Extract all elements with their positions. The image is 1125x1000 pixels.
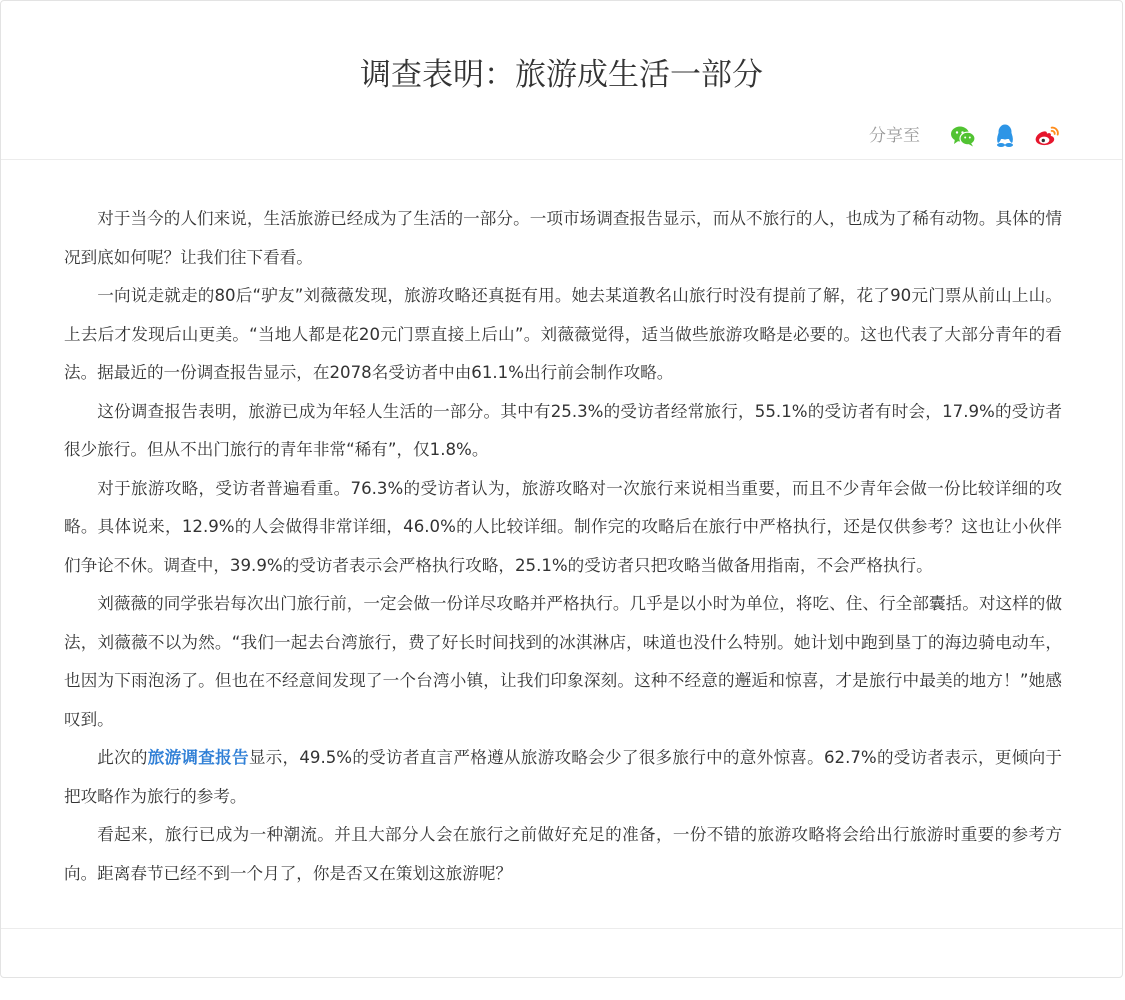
paragraph-6-before: 此次的 — [97, 748, 148, 767]
paragraph-7: 看起来，旅行已成为一种潮流。并且大部分人会在旅行之前做好充足的准备，一份不错的旅游攻略将会给出行旅游时重要的参考方向。距离春节已经不到一个月了，你是否又在策划这旅游呢？ — [64, 825, 1062, 883]
paragraph-4: 对于旅游攻略，受访者普遍看重。76.3%的受访者认为，旅游攻略对一次旅行来说相当重要，而且不少青年会做一份比较详细的攻略。具体说来，12.9%的人会做得非常详细，46.0%的人比较详细。制作完的攻略后在旅行中严格执行，还是仅供参考？这也让小伙伴们争论不休。调查中，39.9%的受访者表示会严格执行攻略，25.1%的受访者只把攻略当做备用指南，不会严格执行。 — [64, 478, 1062, 575]
qq-icon[interactable] — [992, 123, 1018, 149]
paragraph-2: 一向说走就走的80后“驴友”刘薇薇发现，旅游攻略还真挺有用。她去某道教名山旅行时没有提前了解，花了90元门票从前山上山。上去后才发现后山更美。“当地人都是花20元门票直接上后山”。刘薇薇觉得，适当做些旅游攻略是必要的。这也代表了大部分青年的看法。据最近的一份调查报告显示，在2078名受访者中由61.1%出行前会制作攻略。 — [64, 286, 1062, 382]
weibo-icon[interactable] — [1034, 123, 1060, 149]
paragraph-5: 刘薇薇的同学张岩每次出门旅行前，一定会做一份详尽攻略并严格执行。几乎是以小时为单位，将吃、住、行全部囊括。对这样的做法，刘薇薇不以为然。“我们一起去台湾旅行，费了好长时间找到的冰淇淋店，味道也没什么特别。她计划中跑到垦丁的海边骑电动车，也因为下雨泡汤了。但也在不经意间发现了一个台湾小镇，让我们印象深刻。这种不经意的邂逅和惊喜，才是旅行中最美的地方！”她感叹到。 — [64, 594, 1062, 729]
paragraph-3: 这份调查报告表明，旅游已成为年轻人生活的一部分。其中有25.3%的受访者经常旅行，55.1%的受访者有时会，17.9%的受访者很少旅行。但从不出门旅行的青年非常“稀有”，仅1.8%。 — [64, 401, 1062, 459]
article-body — [64, 200, 1062, 893]
survey-report-link[interactable]: 旅游调查报告 — [147, 748, 249, 767]
share-label: 分享至 — [869, 126, 920, 146]
article-header — [1, 1, 1122, 160]
article-footer — [1, 928, 1122, 979]
wechat-icon[interactable] — [950, 123, 976, 149]
paragraph-6 — [64, 739, 1062, 816]
paragraph-6-after: 显示，49.5%的受访者直言严格遵从旅游攻略会少了很多旅行中的意外惊喜。62.7%的受访者表示，更倾向于把攻略作为旅行的参考。 — [64, 748, 1063, 806]
page-title: 调查表明：旅游成生活一部分 — [360, 57, 763, 93]
paragraph-1: 对于当今的人们来说，生活旅游已经成为了生活的一部分。一项市场调查报告显示，而从不旅行的人，也成为了稀有动物。具体的情况到底如何呢？让我们往下看看。 — [64, 209, 1062, 267]
share-bar — [869, 122, 1060, 150]
